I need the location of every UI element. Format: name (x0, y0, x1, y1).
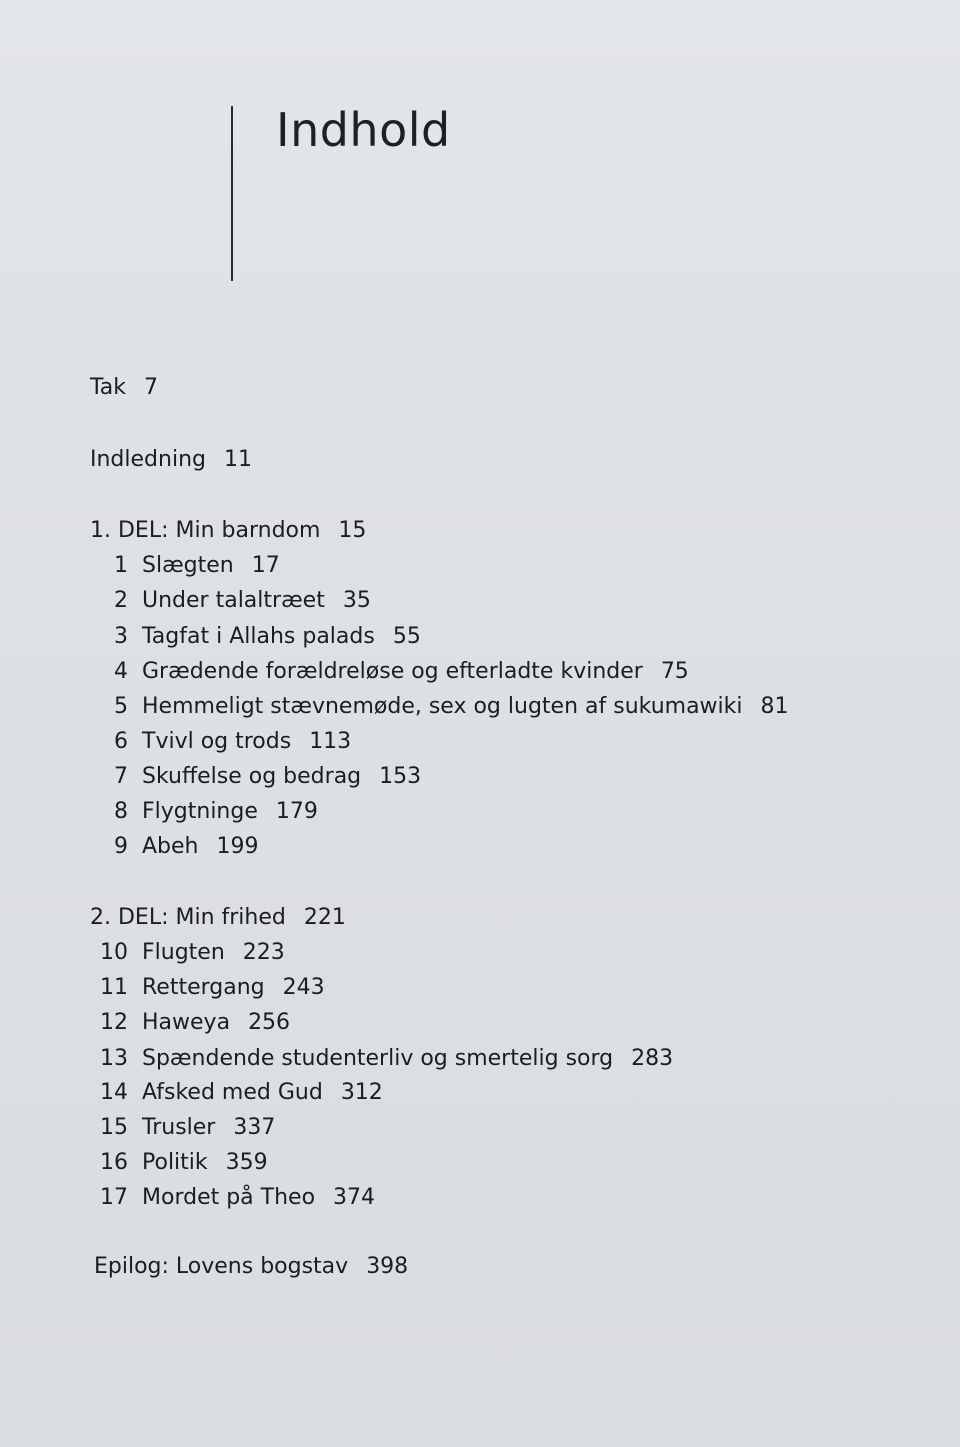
chapter-number: 4 (114, 659, 128, 684)
chapter-number: 12 (100, 1010, 128, 1035)
chapter-number: 6 (114, 729, 128, 754)
chapter-page: 243 (282, 975, 325, 1000)
toc-chapter (88, 833, 259, 861)
chapter-page: 359 (225, 1150, 268, 1175)
chapter-title: Flygtninge (142, 799, 258, 824)
toc-chapter (88, 1114, 275, 1142)
toc-entry-tak (90, 374, 158, 402)
toc-chapter (88, 693, 789, 721)
chapter-page: 35 (342, 588, 371, 613)
chapter-page: 113 (309, 729, 352, 754)
chapter-number: 3 (114, 624, 128, 649)
chapter-title: Tagfat i Allahs palads (142, 624, 375, 649)
toc-chapter (88, 623, 421, 651)
chapter-title: Abeh (142, 834, 199, 859)
chapter-page: 256 (248, 1010, 291, 1035)
chapter-title: Hemmeligt stævnemøde, sex og lugten af sukumawiki (142, 694, 743, 719)
chapter-title: Tvivl og trods (142, 729, 292, 754)
toc-part-page: 221 (303, 905, 346, 930)
chapter-title: Haweya (142, 1010, 231, 1035)
chapter-title: Trusler (142, 1115, 216, 1140)
toc-part-page: 15 (338, 518, 367, 543)
chapter-number: 15 (100, 1115, 128, 1140)
toc-chapter (88, 798, 318, 826)
chapter-page: 337 (233, 1115, 276, 1140)
chapter-page: 374 (333, 1185, 376, 1210)
chapter-title: Grædende forældreløse og efterladte kvinder (142, 659, 643, 684)
chapter-number: 11 (100, 975, 128, 1000)
toc-chapter (88, 974, 325, 1002)
chapter-page: 153 (379, 764, 422, 789)
chapter-page: 17 (251, 553, 280, 578)
chapter-title: Spændende studenterliv og smertelig sorg (142, 1046, 614, 1071)
toc-chapter (88, 552, 280, 580)
toc-chapter (88, 658, 689, 686)
toc-chapter (88, 1079, 383, 1107)
chapter-page: 312 (340, 1080, 383, 1105)
toc-entry-page: 7 (144, 375, 159, 400)
toc-part-heading (90, 517, 366, 545)
chapter-page: 199 (216, 834, 259, 859)
chapter-number: 5 (114, 694, 128, 719)
toc-chapter (88, 763, 421, 791)
chapter-number: 1 (114, 553, 128, 578)
chapter-title: Skuffelse og bedrag (142, 764, 362, 789)
toc-entry-label: Tak (90, 375, 127, 400)
toc-chapter (88, 728, 351, 756)
chapter-page: 55 (392, 624, 421, 649)
chapter-page: 179 (275, 799, 318, 824)
chapter-title: Afsked med Gud (142, 1080, 323, 1105)
chapter-number: 2 (114, 588, 128, 613)
toc-entry-label: Indledning (90, 447, 206, 472)
chapter-title: Politik (142, 1150, 208, 1175)
toc-chapter (88, 1184, 375, 1212)
toc-part-label: 2. DEL: Min frihed (90, 905, 286, 930)
chapter-page: 223 (242, 940, 285, 965)
chapter-title: Flugten (142, 940, 225, 965)
chapter-number: 17 (100, 1185, 128, 1210)
toc-entry-page: 11 (223, 447, 252, 472)
toc-chapter (88, 587, 371, 615)
toc-entry-label: Epilog: Lovens bogstav (94, 1254, 349, 1279)
chapter-title: Mordet på Theo (142, 1185, 316, 1210)
chapter-number: 13 (100, 1046, 128, 1071)
chapter-title: Under talaltræet (142, 588, 325, 613)
toc-entry-epilog (94, 1253, 408, 1281)
toc-chapter (88, 1009, 290, 1037)
toc-chapter (88, 1149, 268, 1177)
chapter-title: Slægten (142, 553, 234, 578)
chapter-page: 283 (631, 1046, 674, 1071)
chapter-page: 75 (660, 659, 689, 684)
toc-entry-page: 398 (366, 1254, 409, 1279)
toc-entry-indledning (90, 446, 252, 474)
toc-chapter (88, 939, 285, 967)
chapter-number: 9 (114, 834, 128, 859)
chapter-number: 7 (114, 764, 128, 789)
chapter-number: 10 (100, 940, 128, 965)
toc-chapter (88, 1045, 673, 1073)
page-title: Indhold (276, 103, 451, 157)
chapter-number: 14 (100, 1080, 128, 1105)
toc-part-heading (90, 904, 346, 932)
chapter-number: 16 (100, 1150, 128, 1175)
chapter-title: Rettergang (142, 975, 265, 1000)
toc-part-label: 1. DEL: Min barndom (90, 518, 321, 543)
chapter-number: 8 (114, 799, 128, 824)
chapter-page: 81 (760, 694, 789, 719)
